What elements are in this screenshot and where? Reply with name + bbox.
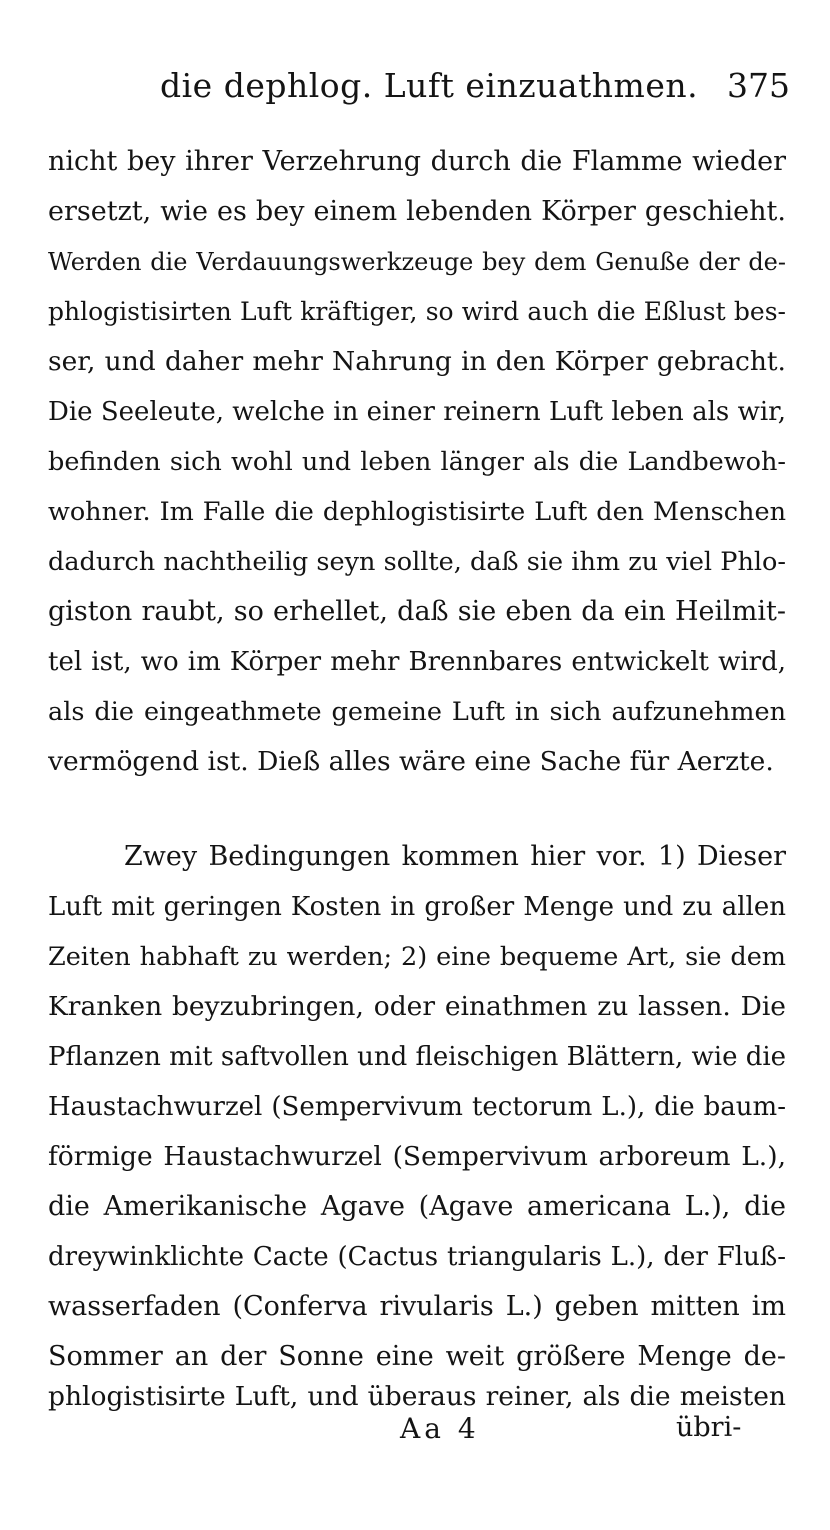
- text-line: ersetzt, wie es bey einem lebenden Körper geschieht.: [48, 196, 786, 227]
- text-line: förmige Haustachwurzel (Sempervivum arboreum L.),: [48, 1141, 786, 1172]
- text-line: vermögend ist. Dieß alles wäre eine Sache für Aerzte.: [48, 746, 774, 777]
- text-line: ser, und daher mehr Nahrung in den Körper gebracht.: [48, 346, 786, 377]
- text-line: wohner. Im Falle die dephlogistisirte Luft den Menschen: [48, 497, 786, 527]
- text-line: Luft mit geringen Kosten in großer Menge und zu allen: [48, 892, 786, 922]
- text-line: dreywinklichte Cacte (Cactus triangularis L.), der Fluß-: [48, 1242, 786, 1272]
- page-header: [160, 66, 790, 116]
- text-line: Kranken beyzubringen, oder einathmen zu lassen. Die: [48, 991, 786, 1022]
- text-line: wasserfaden (Conferva rivularis L.) geben mitten im: [48, 1291, 786, 1322]
- text-line: die Amerikanische Agave (Agave americana L.), die: [48, 1191, 786, 1222]
- text-line: Werden die Verdauungswerkzeuge bey dem Genuße der de-: [48, 248, 786, 276]
- catchword: übri-: [676, 1412, 742, 1443]
- text-line: tel ist, wo im Körper mehr Brennbares entwickelt wird,: [48, 647, 786, 677]
- text-line: befinden sich wohl und leben länger als die Landbewoh-: [48, 447, 786, 477]
- page-footer: [0, 1412, 830, 1452]
- text-line: Zeiten habhaft zu werden; 2) eine bequeme Art, sie dem: [48, 942, 786, 972]
- running-head: die dephlog. Luft einzuathmen.: [160, 66, 699, 105]
- text-line: Pflanzen mit saftvollen und fleischigen Blättern, wie die: [48, 1042, 786, 1072]
- text-line: nicht bey ihrer Verzehrung durch die Flamme wieder: [48, 146, 786, 177]
- text-line: Zwey Bedingungen kommen hier vor. 1) Dieser: [124, 841, 786, 872]
- text-line: Die Seeleute, welche in einer reinern Luft leben als wir,: [48, 397, 786, 427]
- text-line: phlogistisirte Luft, und überaus reiner, als die meisten: [48, 1381, 786, 1412]
- text-line: giston raubt, so erhellet, daß sie eben da ein Heilmit-: [48, 596, 786, 627]
- text-line: Sommer an der Sonne eine weit größere Menge de-: [48, 1341, 786, 1372]
- page-number: 375: [727, 66, 790, 105]
- text-line: dadurch nachtheilig seyn sollte, daß sie ihm zu viel Phlo-: [48, 547, 786, 577]
- text-line: als die eingeathmete gemeine Luft in sich aufzunehmen: [48, 697, 786, 727]
- signature-mark: Aa 4: [400, 1412, 480, 1445]
- text-line: phlogistisirten Luft kräftiger, so wird auch die Eßlust bes-: [48, 297, 786, 326]
- text-line: Haustachwurzel (Sempervivum tectorum L.), die baum-: [48, 1092, 786, 1122]
